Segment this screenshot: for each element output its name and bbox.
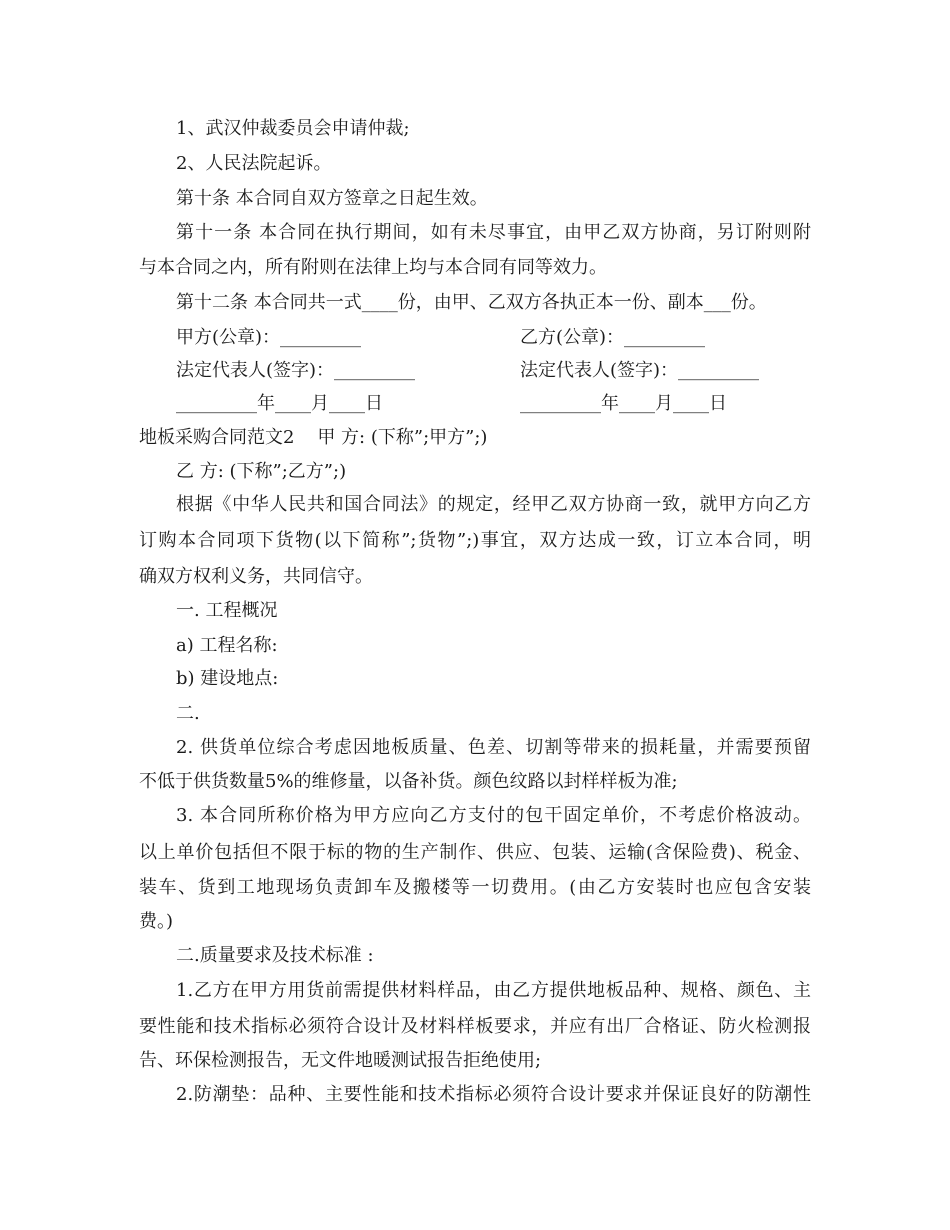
text-line: 装车、货到工地现场负责卸车及搬楼等一切费用。(由乙方安装时也应包含安装 (139, 877, 811, 898)
text-line: 费。) (139, 911, 174, 932)
text-line: 第十二条 本合同共一式____份，由甲、乙双方各执正本一份、副本___份。 (176, 292, 767, 313)
text-line: 订购本合同项下货物(以下简称”;货物”;)事宜，双方达成一致，订立本合同，明 (139, 530, 811, 551)
text-line: 确双方权利义务，共同信守。 (139, 566, 373, 587)
text-line: 乙 方: (下称”;乙方”;) (176, 461, 347, 482)
text-line: 第十条 本合同自双方签章之日起生效。 (176, 188, 488, 209)
text-line: 不低于供货数量5%的维修量，以备补货。颜色纹路以封样样板为准; (139, 771, 678, 792)
text-line: 1.乙方在甲方用货前需提供材料样品，由乙方提供地板品种、规格、颜色、主 (176, 980, 811, 1001)
list-item: a) 工程名称: (176, 635, 278, 656)
heading: 一. 工程概况 (176, 600, 278, 621)
text-line: 1、武汉仲裁委员会申请仲裁; (176, 118, 410, 139)
date-a: _________年____月____日 (176, 393, 383, 414)
text-line: 3. 本合同所称价格为甲方应向乙方支付的包干固定单价，不考虑价格波动。 (176, 805, 811, 826)
heading: 二.质量要求及技术标准 : (176, 945, 374, 966)
representative-b: 法定代表人(签字)：_________ (520, 360, 760, 381)
text-line: 第十一条 本合同在执行期间，如有未尽事宜，由甲乙双方协商，另订附则附 (176, 222, 811, 243)
text-line: 告、环保检测报告，无文件地暖测试报告拒绝使用; (139, 1050, 542, 1071)
section-title: 地板采购合同范文2 甲 方: (下称”;甲方”;) (139, 427, 488, 448)
signature-party-a: 甲方(公章)：_________ (176, 327, 362, 348)
text-line: 根据《中华人民共和国合同法》的规定，经甲乙双方协商一致，就甲方向乙方 (176, 494, 811, 515)
list-item: b) 建设地点: (176, 668, 279, 689)
text-line: 与本合同之内，所有附则在法律上均与本合同有同等效力。 (139, 257, 607, 278)
representative-a: 法定代表人(签字)：_________ (176, 360, 416, 381)
text-line: 以上单价包括但不限于标的物的生产制作、供应、包装、运输(含保险费)、税金、 (139, 842, 811, 863)
text-line: 要性能和技术指标必须符合设计及材料样板要求，并应有出厂合格证、防火检测报 (139, 1016, 811, 1037)
text-line: 2.防潮垫：品种、主要性能和技术指标必须符合设计要求并保证良好的防潮性 (176, 1084, 811, 1105)
date-b: _________年____月____日 (520, 393, 727, 414)
heading: 二. (176, 703, 200, 724)
text-line: 2、人民法院起诉。 (176, 153, 332, 174)
signature-party-b: 乙方(公章)：_________ (520, 327, 706, 348)
text-line: 2. 供货单位综合考虑因地板质量、色差、切割等带来的损耗量，并需要预留 (176, 737, 811, 758)
